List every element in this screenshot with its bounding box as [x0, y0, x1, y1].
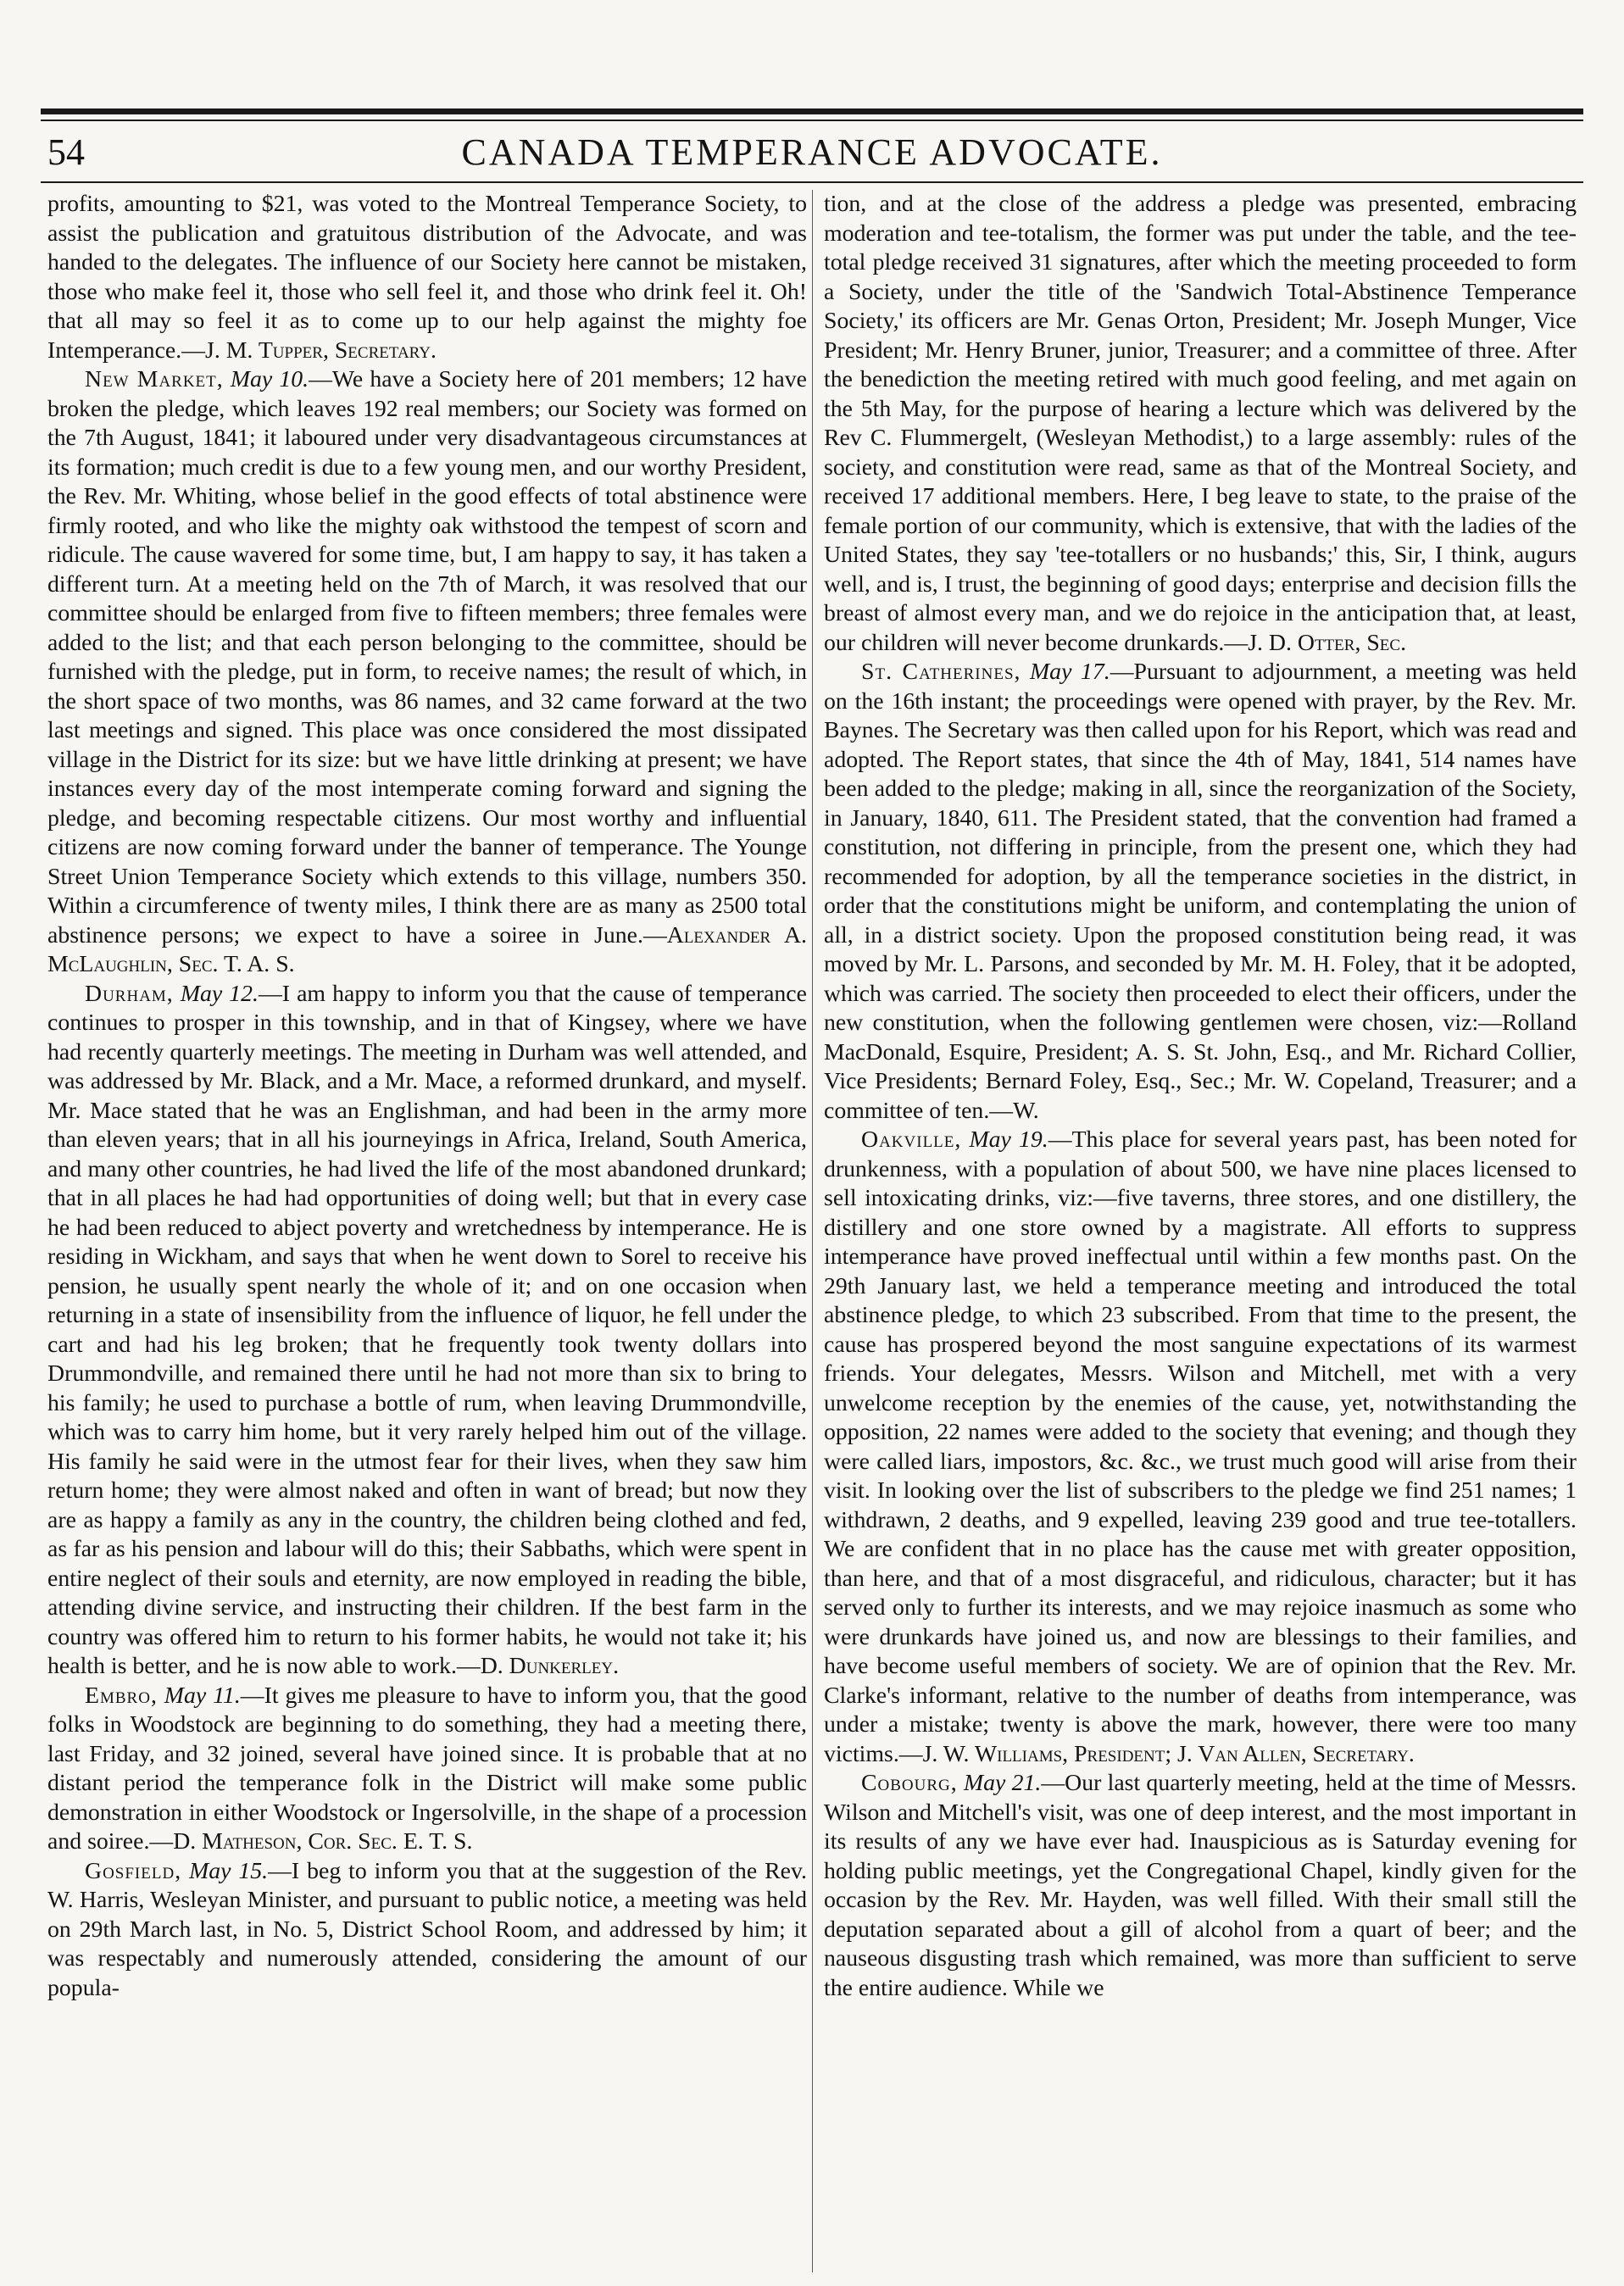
- header-rule-thin: [41, 120, 1583, 121]
- report-place: Embro,: [85, 1682, 158, 1709]
- report-text: —It gives me pleasure to have to inform you, that the good folks in Woodstock are beginning to do something, they had a meeting there, last Friday, and 32 joined, several have joined since. It is probable that at no distant period the temperance folk in the District will make some public demonstration in either Woodstock or Ingersolville, in the shape of a procession and soiree.—: [47, 1682, 807, 1855]
- report-paragraph: [47, 1682, 807, 1857]
- report-date: May 10.: [230, 366, 309, 392]
- report-signature: D. Dunkerley.: [480, 1653, 620, 1679]
- report-date: May 11.: [164, 1682, 241, 1709]
- report-paragraph: [47, 190, 807, 365]
- page-number: 54: [47, 131, 85, 173]
- report-paragraph: [47, 1857, 807, 2004]
- report-text: —We have a Society here of 201 members; 12 have broken the pledge, which leaves 192 real members; our Society was formed on the 7th August, 1841; it laboured under very disadvantageous circumstances at its formation; much credit is due to a few young men, and our worthy President, the Rev. Mr. Whiting, whose belief in the good effects of total abstinence were firmly rooted, and who like the mighty oak withstood the tempest of scorn and ridicule. The cause wavered for some time, but, I am happy to say, it has taken a different turn. At a meeting held on the 7th of March, it was resolved that our committee should be enlarged from five to fifteen members; three females were added to the list; and that each person belonging to the committee, should be furnished with the pledge, put in form, to receive names; the result of which, in the short space of two months, was 86 names, and 32 came forward at the two last meetings and signed. This place was once considered the most dissipated village in the District for its size: but we have little drinking at present; we have instances every day of the most intemperate coming forward and signing the pledge, and becoming respectable citizens. Our most worthy and influential citizens are now coming forward under the banner of temperance. The Younge Street Union Temperance Society which extends to this village, numbers 350. Within a circumference of twenty miles, I think there are as many as 2500 total abstinence persons; we expect to have a soiree in June.—: [47, 366, 807, 948]
- report-text: profits, amounting to $21, was voted to the Montreal Temperance Society, to assist the publication and gratuitous distribution of the Advocate, and was handed to the delegates. The influence of our Society here cannot be mistaken, those who make feel it, those who sell feel it, and those who drink feel it. Oh! that all may so feel it as to come up to our help against the mighty foe Intemperance.—: [47, 191, 807, 364]
- report-text: —I am happy to inform you that the cause of temperance continues to prosper in this township, and in that of Kingsey, where we have had recently quarterly meetings. The meeting in Durham was well attended, and was addressed by Mr. Black, and a Mr. Mace, a reformed drunkard, and myself. Mr. Mace stated that he was an Englishman, and had been in the army more than eleven years; that in all his journeyings in Africa, Ireland, South America, and many other countries, he had lived the life of the most abandoned drunkard; that in all places he had had opportunities of doing well; but that in every case he had been reduced to abject poverty and wretchedness by intemperance. He is residing in Wickham, and says that when he went down to Sorel to receive his pension, he usually spent nearly the whole of it; and on one occasion when returning in a state of insensibility from the influence of liquor, he fell under the cart and had his leg broken; that he frequently took twenty dollars into Drummondville, and remained there until he had not more than six to bring to his family; he used to purchase a bottle of rum, when leaving Drummondville, which was to carry him home, but it very rarely helped him out of the village. His family he said were in the utmost fear for their lives, when they saw him return home; they were almost naked and often in want of bread; but now they are as happy a family as any in the country, the children being clothed and fed, as far as his pension and labour will do this; their Sabbaths, which were spent in entire neglect of their souls and eternity, are now employed in reading the bible, attending divine service, and instructing their children. If the best farm in the country was offered him to return to his former habits, he would not take it; his health is better, and he is now able to work.—: [47, 980, 807, 1679]
- report-date: May 15.: [189, 1857, 269, 1884]
- report-date: May 19.: [969, 1126, 1048, 1153]
- right-column: [824, 190, 1577, 2272]
- report-signature: J. M. Tupper, Secretary.: [205, 337, 437, 364]
- report-text: —Pursuant to adjournment, a meeting was held on the 16th instant; the proceedings were opened with prayer, by the Rev. Mr. Baynes. The Secretary was then called upon for his Report, which was read and adopted. The Report states, that since the 4th of May, 1841, 514 names have been added to the pledge; making in all, since the reorganization of the Society, in January, 1840, 611. The President stated, that the convention had framed a constitution, not differing in principle, from the present one, which they had recommended for adoption, by all the temperance societies in the district, in order that the constitutions might be uniform, and contemplating the union of all, in a district society. Upon the proposed constitution being read, it was moved by Mr. L. Parsons, and seconded by Mr. M. H. Foley, that it be adopted, which was carried. The society then proceeded to elect their officers, under the new constitution, when the following gentlemen were chosen, viz:—Rolland MacDonald, Esquire, President; A. S. St. John, Esq., and Mr. Richard Collier, Vice Presidents; Bernard Foley, Esq., Sec.; Mr. W. Copeland, Treasurer; and a committee of ten.—: [824, 659, 1577, 1124]
- report-paragraph: [824, 190, 1577, 658]
- column-divider: [812, 190, 813, 2272]
- page-header: [41, 129, 1583, 178]
- page-title: CANADA TEMPERANCE ADVOCATE.: [461, 131, 1163, 173]
- report-date: May 21.: [963, 1770, 1042, 1796]
- report-paragraph: [47, 365, 807, 980]
- header-rule-bottom: [41, 181, 1583, 183]
- report-signature: D. Matheson, Cor. Sec. E. T. S.: [173, 1828, 473, 1855]
- report-date: May 17.: [1030, 659, 1110, 685]
- left-column: [47, 190, 807, 2272]
- report-place: Gosfield,: [85, 1857, 182, 1884]
- report-place: Durham,: [85, 980, 174, 1007]
- report-date: May 12.: [180, 980, 259, 1007]
- report-place: Cobourg,: [861, 1770, 958, 1796]
- report-signature: J. W. Williams, President; J. Van Allen, Secretary.: [922, 1740, 1415, 1767]
- report-place: New Market,: [85, 366, 224, 392]
- report-place: Oakville,: [861, 1126, 962, 1153]
- report-text: —Our last quarterly meeting, held at the time of Messrs. Wilson and Mitchell's visit, was one of deep interest, and the most important in its results of any we have ever had. Inauspicious as is Saturday evening for holding public meetings, yet the Congregational Chapel, kindly given for the occasion by the Rev. Mr. Hayden, was well filled. With their small still the deputation separated about a gill of alcohol from a quart of beer; and the nauseous disgusting trash which remained, was more than sufficient to serve the entire audience. While we: [824, 1770, 1577, 2001]
- report-paragraph: [824, 1769, 1577, 2003]
- report-paragraph: [47, 980, 807, 1682]
- header-rule-thick: [41, 108, 1583, 114]
- report-signature: J. D. Otter, Sec.: [1248, 629, 1407, 656]
- report-signature: Alexander A. McLaughlin, Sec. T. A. S.: [47, 921, 807, 977]
- report-place: St. Catherines,: [861, 659, 1021, 685]
- report-text: tion, and at the close of the address a pledge was presented, embracing moderation and tee-totalism, the former was put under the table, and the tee-total pledge received 31 signatures, after which the meeting proceeded to form a Society, under the title of the 'Sandwich Total-Abstinence Temperance Society,' its officers are Mr. Genas Orton, President; Mr. Joseph Munger, Vice President; Mr. Henry Bruner, junior, Treasurer; and a committee of three. After the benediction the meeting retired with much good feeling, and met again on the 5th May, for the purpose of hearing a lecture which was delivered by the Rev C. Flummergelt, (Wesleyan Methodist,) to a large assembly: rules of the society, and constitution were read, same as that of the Montreal Society, and received 17 additional members. Here, I beg leave to state, to the praise of the female portion of our community, which is extensive, that with the ladies of the United States, they say 'tee-totallers or no husbands;' this, Sir, I think, augurs well, and is, I trust, the beginning of good days; enterprise and decision fills the breast of almost every man, and we do rejoice in the anticipation that, at least, our children will never become drunkards.—: [824, 191, 1577, 656]
- report-paragraph: [824, 1126, 1577, 1769]
- article-columns: [41, 190, 1583, 2272]
- report-text: —This place for several years past, has been noted for drunkenness, with a population of about 500, we have nine places licensed to sell intoxicating drinks, viz:—five taverns, three stores, and one distillery, the distillery and one store owned by a magistrate. All efforts to suppress intemperance have proved ineffectual until within a few months past. On the 29th January last, we held a temperance meeting and introduced the total abstinence pledge, to which 23 subscribed. From that time to the present, the cause has prospered beyond the most sanguine expectations of its warmest friends. Your delegates, Messrs. Wilson and Mitchell, met with a very unwelcome reception by the enemies of the cause, yet, notwithstanding the opposition, 22 names were added to the society that evening; and though they were called liars, impostors, &c. &c., we trust much good will arise from their visit. In looking over the list of subscribers to the pledge we find 251 names; 1 withdrawn, 2 deaths, and 9 expelled, leaving 239 good and true tee-totallers. We are confident that in no place has the cause met with greater opposition, than here, and that of a most disgraceful, and ridiculous, character; but it has served only to further its interests, and we may rejoice inasmuch as some who were drunkards have joined us, and now are blessings to their families, and have become useful members of society. We are of opinion that the Rev. Mr. Clarke's informant, relative to the number of deaths from intemperance, was under a mistake; twenty is above the mark, however, there were too many victims.—: [824, 1126, 1577, 1767]
- report-paragraph: [824, 658, 1577, 1126]
- report-text: —I beg to inform you that at the suggestion of the Rev. W. Harris, Wesleyan Minister, and pursuant to public notice, a meeting was held on 29th March last, in No. 5, District School Room, and addressed by him; it was respectably and numerously attended, considering the amount of our popula-: [47, 1857, 807, 2001]
- report-signature: W.: [1013, 1097, 1039, 1124]
